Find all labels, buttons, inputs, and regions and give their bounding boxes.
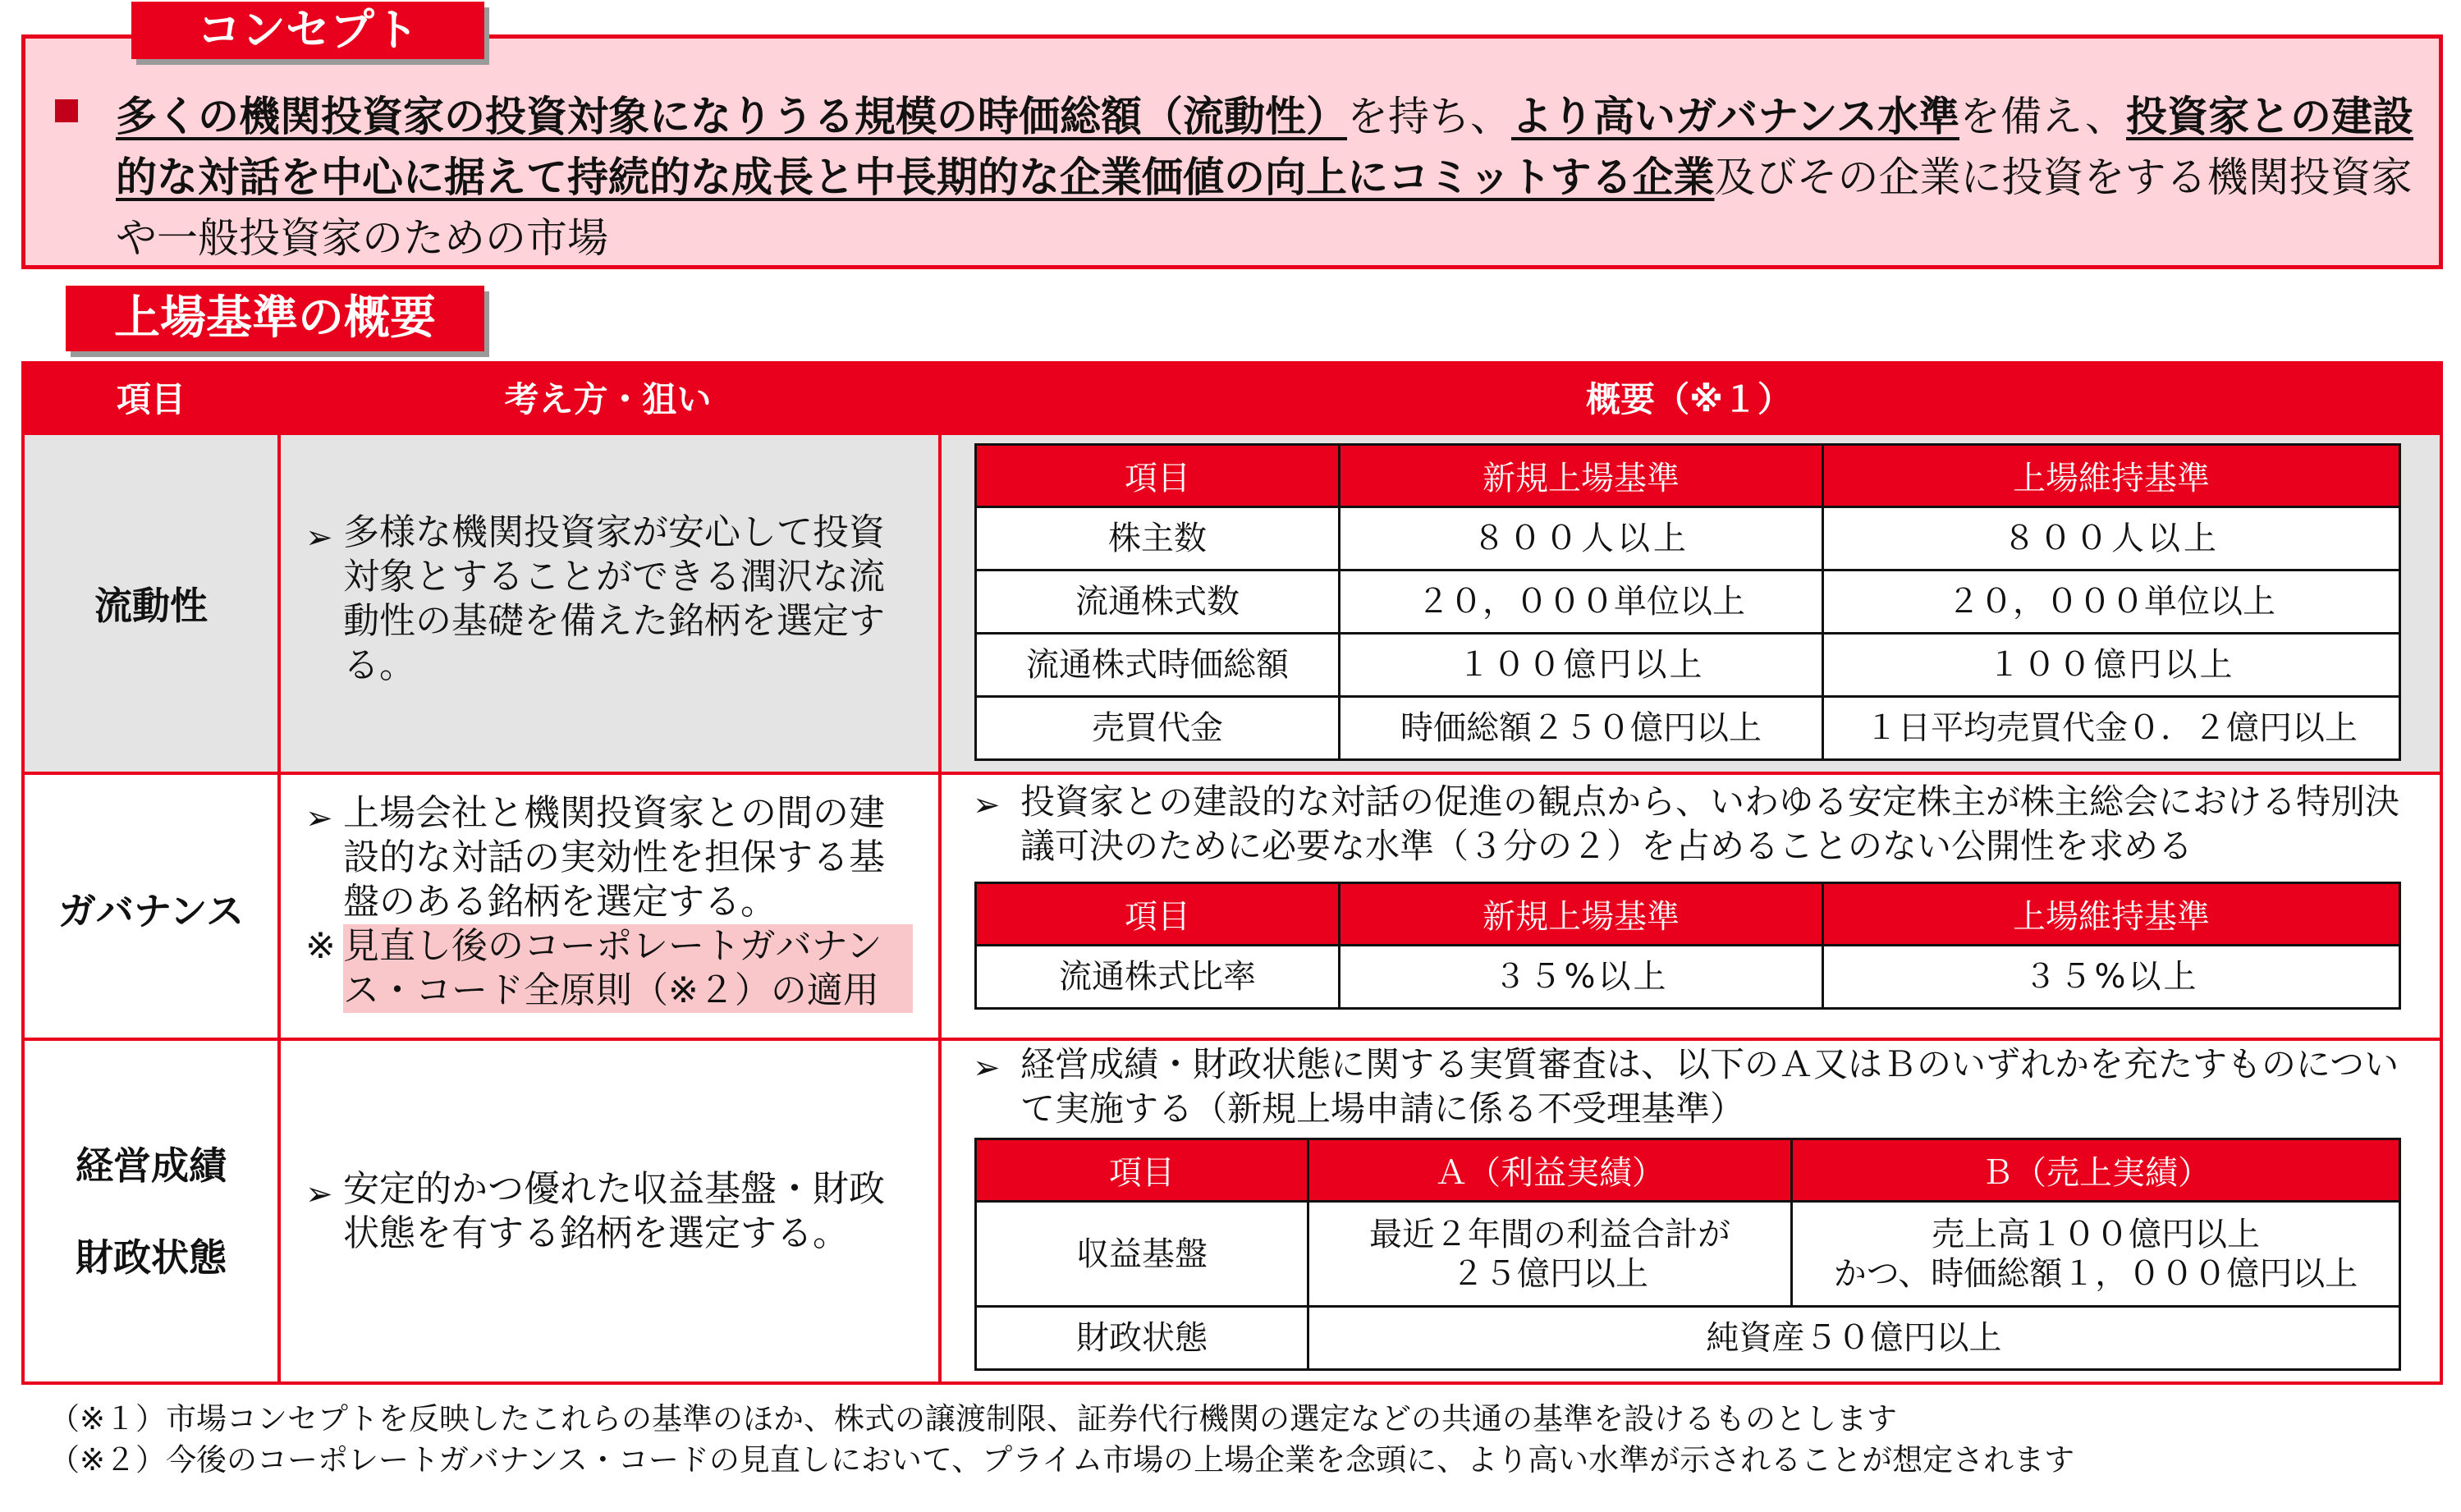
header-item: 項目 (25, 364, 277, 435)
rationale-cell-performance (281, 1041, 938, 1381)
maint-value: １００億円以上 (1823, 634, 2400, 697)
col-b-sales: Ｂ（売上実績） (1792, 1139, 2400, 1202)
arrow-bullet-icon: ➢ (305, 519, 333, 557)
divider (938, 435, 942, 1381)
maint-value: ３５%以上 (1823, 946, 2400, 1009)
note-mark: ※ (305, 925, 336, 967)
new-value: ８００人以上 (1340, 507, 1823, 570)
concept-emphasis: より高いガバナンス水準 (1511, 93, 1959, 140)
col-a-profit: Ａ（利益実績） (1308, 1139, 1792, 1202)
new-value: １００億円以上 (1340, 634, 1823, 697)
row-name: 流通株式比率 (976, 946, 1340, 1009)
rationale-liquidity: 多様な機関投資家が安心して投資対象とすることができる潤沢な流動性の基礎を備えた銘柄を選定する。 (343, 511, 885, 686)
summary-cell-governance (942, 775, 2440, 1038)
b-value-line2: かつ、時価総額１，０００億円以上 (1833, 1254, 2358, 1293)
row-name: 収益基盤 (976, 1202, 1308, 1307)
concept-emphasis: 多くの機関投資家の投資対象になりうる規模の時価総額（流動性） (116, 93, 1347, 140)
row-name: 売買代金 (976, 697, 1340, 760)
divider (25, 1038, 2440, 1041)
header-summary: 概要（※１） (938, 364, 2440, 435)
new-value: 時価総額２５０億円以上 (1340, 697, 1823, 760)
footnote-1: （※１）市場コンセプトを反映したこれらの基準のほか、株式の譲渡制限、証券代行機関の選定などの共通の基準を設けるものとします (49, 1401, 1897, 1436)
concept-plain: を備え、 (1959, 93, 2126, 140)
summary-cell-performance (942, 1041, 2440, 1381)
col-item: 項目 (976, 1139, 1308, 1202)
maint-value: ８００人以上 (1823, 507, 2400, 570)
row-label-performance-1: 経営成績 (76, 1143, 227, 1188)
divider (25, 772, 2440, 775)
b-value (1792, 1202, 2400, 1307)
row-name: 財政状態 (976, 1307, 1308, 1370)
label-cell-liquidity (25, 435, 277, 772)
liquidity-criteria-table (974, 443, 2401, 761)
governance-code-note: 見直し後のコーポレートガバナンス・コード全原則（※２）の適用 (343, 924, 913, 1013)
section-title: 上場基準の概要 (66, 286, 484, 351)
new-value: ３５%以上 (1340, 946, 1823, 1009)
a-value-line1: 最近２年間の利益合計が (1369, 1215, 1730, 1253)
maint-value: １日平均売買代金０．２億円以上 (1823, 697, 2400, 760)
maint-value: ２０，０００単位以上 (1823, 570, 2400, 634)
arrow-bullet-icon: ➢ (973, 1049, 1001, 1087)
a-value-line2: ２５億円以上 (1451, 1254, 1648, 1293)
b-value-line1: 売上高１００億円以上 (1932, 1215, 2260, 1253)
arrow-bullet-icon: ➢ (305, 800, 333, 837)
concept-box (21, 34, 2443, 269)
arrow-bullet-icon: ➢ (305, 1175, 333, 1213)
footnote-2: （※２）今後のコーポレートガバナンス・コードの見直しにおいて、プライム市場の上場企業を念頭に、より高い水準が示されることが想定されます (49, 1442, 2075, 1478)
rationale-performance: 安定的かつ優れた収益基盤・財政状態を有する銘柄を選定する。 (343, 1168, 885, 1254)
listing-criteria-table (21, 361, 2443, 1385)
divider (277, 435, 281, 1381)
col-new-listing: 新規上場基準 (1340, 883, 1823, 946)
row-name: 流通株式数 (976, 570, 1340, 634)
row-name: 株主数 (976, 507, 1340, 570)
concept-plain: を持ち、 (1347, 93, 1511, 140)
concept-plain: 及びその企業に投資をする機関投資家や一般投資家のための市場 (116, 153, 2413, 262)
arrow-bullet-icon: ➢ (973, 786, 1001, 824)
col-item: 項目 (976, 445, 1340, 507)
label-cell-performance (25, 1041, 277, 1381)
rationale-cell-liquidity (281, 435, 938, 772)
a-value (1308, 1202, 1792, 1307)
concept-text (116, 86, 2431, 268)
performance-summary: 経営成績・財政状態に関する実質審査は、以下のＡ又はＢのいずれかを充たすものについて実施する（新規上場申請に係る不受理基準） (1020, 1044, 2399, 1129)
governance-summary: 投資家との建設的な対話の促進の観点から、いわゆる安定株主が株主総会における特別決議可決のために必要な水準（３分の２）を占めることのない公開性を求める (1020, 781, 2400, 866)
row-name: 流通株式時価総額 (976, 634, 1340, 697)
performance-criteria-table (974, 1138, 2401, 1371)
row-label-liquidity: 流動性 (94, 584, 208, 628)
row-label-governance: ガバナンス (57, 889, 245, 933)
rationale-governance: 上場会社と機関投資家との間の建設的な対話の実効性を担保する基盤のある銘柄を選定する。 (343, 792, 885, 923)
concept-tab: コンセプト (131, 2, 484, 59)
rationale-cell-governance (281, 775, 938, 1038)
col-maintenance: 上場維持基準 (1823, 883, 2400, 946)
financial-value: 純資産５０億円以上 (1308, 1307, 2400, 1370)
col-maintenance: 上場維持基準 (1823, 445, 2400, 507)
square-bullet-icon (55, 99, 78, 122)
governance-criteria-table (974, 882, 2401, 1010)
row-label-performance-2: 財政状態 (76, 1235, 227, 1280)
new-value: ２０，０００単位以上 (1340, 570, 1823, 634)
col-new-listing: 新規上場基準 (1340, 445, 1823, 507)
header-rationale: 考え方・狙い (277, 364, 938, 435)
label-cell-governance (25, 775, 277, 1038)
col-item: 項目 (976, 883, 1340, 946)
summary-cell-liquidity (942, 435, 2440, 772)
concept-emphasis: 投資家との建設的な対話を中心に据えて持続的な成長と中長期的な企業価値の向上にコミットする企業 (116, 93, 2413, 201)
